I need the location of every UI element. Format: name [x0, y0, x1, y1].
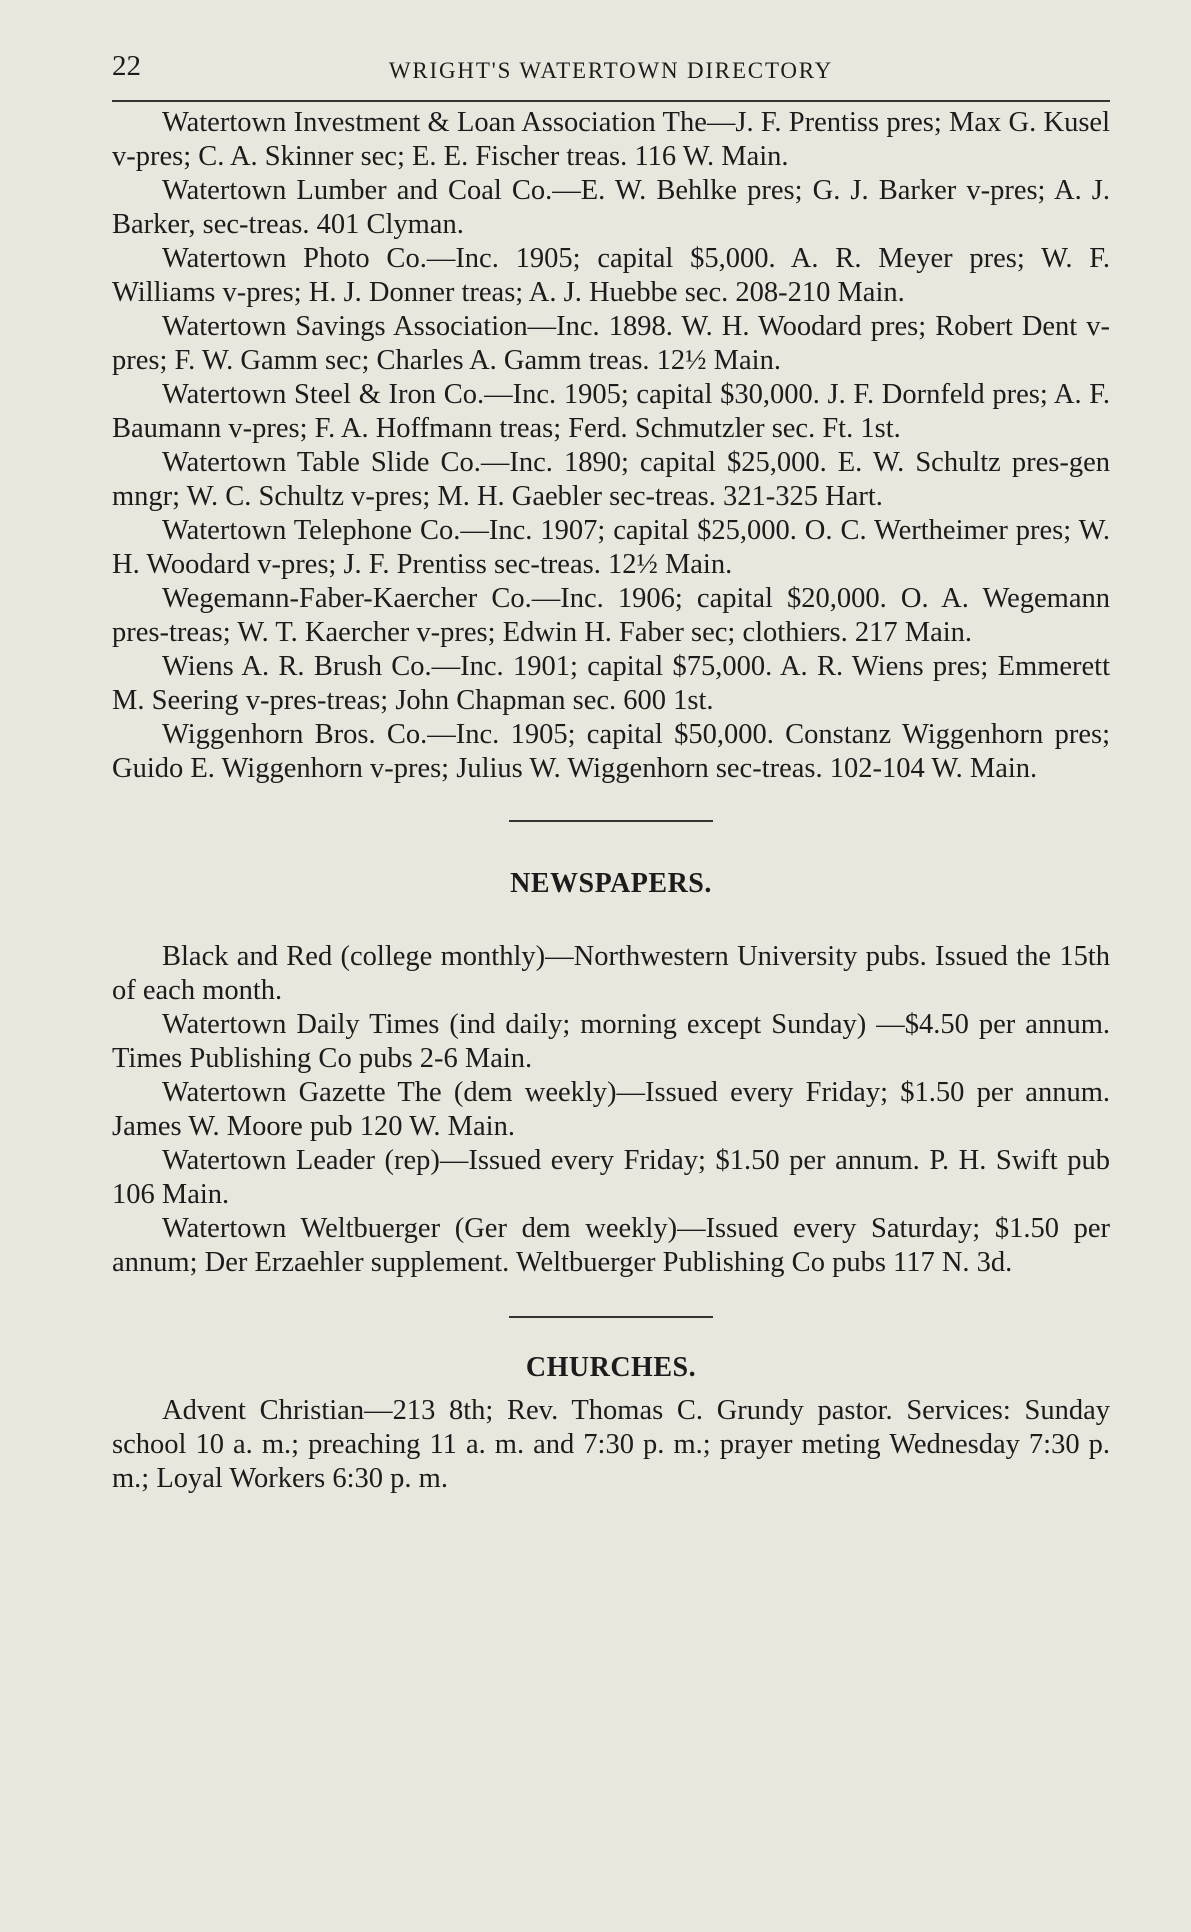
page-content	[112, 106, 1110, 1496]
company-entry: Watertown Telephone Co.—Inc. 1907; capital $25,000. O. C. Wertheimer pres; W. H. Woodard v-pres; J. F. Prentiss sec-treas. 12½ Main.	[112, 515, 1110, 580]
company-entry: Watertown Investment & Loan Association The—J. F. Prentiss pres; Max G. Kusel v-pres; C. A. Skinner sec; E. E. Fischer treas. 116 W. Main.	[112, 107, 1110, 172]
company-entry: Watertown Lumber and Coal Co.—E. W. Behlke pres; G. J. Barker v-pres; A. J. Barker, sec-treas. 401 Clyman.	[112, 175, 1110, 240]
company-entry: Wiggenhorn Bros. Co.—Inc. 1905; capital $50,000. Constanz Wiggenhorn pres; Guido E. Wiggenhorn v-pres; Julius W. Wiggenhorn sec-treas. 102-104 W. Main.	[112, 719, 1110, 784]
company-entry: Wiens A. R. Brush Co.—Inc. 1901; capital $75,000. A. R. Wiens pres; Emmerett M. Seering v-pres-treas; John Chapman sec. 600 1st.	[112, 651, 1110, 716]
company-entry: Watertown Savings Association—Inc. 1898. W. H. Woodard pres; Robert Dent v-pres; F. W. Gamm sec; Charles A. Gamm treas. 12½ Main.	[112, 311, 1110, 376]
churches-heading: CHURCHES.	[525, 1352, 697, 1383]
running-title: WRIGHT'S WATERTOWN DIRECTORY	[388, 58, 834, 83]
newspaper-entry: Black and Red (college monthly)—Northwestern University pubs. Issued the 15th of each month.	[112, 941, 1110, 1006]
company-entry: Watertown Photo Co.—Inc. 1905; capital $5,000. A. R. Meyer pres; W. F. Williams v-pres; H. J. Donner treas; A. J. Huebbe sec. 208-210 Main.	[112, 243, 1110, 308]
header-rule	[112, 100, 1110, 102]
church-entry: Advent Christian—213 8th; Rev. Thomas C. Grundy pastor. Services: Sunday school 10 a. m.; preaching 11 a. m. and 7:30 p. m.; prayer meting Wednesday 7:30 p. m.; Loyal Workers 6:30 p. m.	[112, 1395, 1110, 1494]
newspaper-entry: Watertown Daily Times (ind daily; morning except Sunday) —$4.50 per annum. Times Publishing Co pubs 2-6 Main.	[112, 1009, 1110, 1074]
company-entry: Wegemann-Faber-Kaercher Co.—Inc. 1906; capital $20,000. O. A. Wegemann pres-treas; W. T. Kaercher v-pres; Edwin H. Faber sec; clothiers. 217 Main.	[112, 583, 1110, 648]
page-number: 22	[112, 50, 141, 82]
newspaper-entry: Watertown Leader (rep)—Issued every Friday; $1.50 per annum. P. H. Swift pub 106 Main.	[112, 1145, 1110, 1210]
newspaper-entry: Watertown Weltbuerger (Ger dem weekly)—Issued every Saturday; $1.50 per annum; Der Erzaehler supplement. Weltbuerger Publishing Co pubs 117 N. 3d.	[112, 1213, 1110, 1278]
newspapers-heading: NEWSPAPERS.	[510, 868, 712, 899]
company-entry: Watertown Table Slide Co.—Inc. 1890; capital $25,000. E. W. Schultz pres-gen mngr; W. C. Schultz v-pres; M. H. Gaebler sec-treas. 321-325 Hart.	[112, 447, 1110, 512]
company-listings	[112, 106, 1110, 786]
newspaper-entry: Watertown Gazette The (dem weekly)—Issued every Friday; $1.50 per annum. James W. Moore pub 120 W. Main.	[112, 1077, 1110, 1142]
church-listings	[112, 1394, 1110, 1496]
company-entry: Watertown Steel & Iron Co.—Inc. 1905; capital $30,000. J. F. Dornfeld pres; A. F. Baumann v-pres; F. A. Hoffmann treas; Ferd. Schmutzler sec. Ft. 1st.	[112, 379, 1110, 444]
newspaper-listings	[112, 940, 1110, 1280]
page-header	[112, 50, 1110, 94]
